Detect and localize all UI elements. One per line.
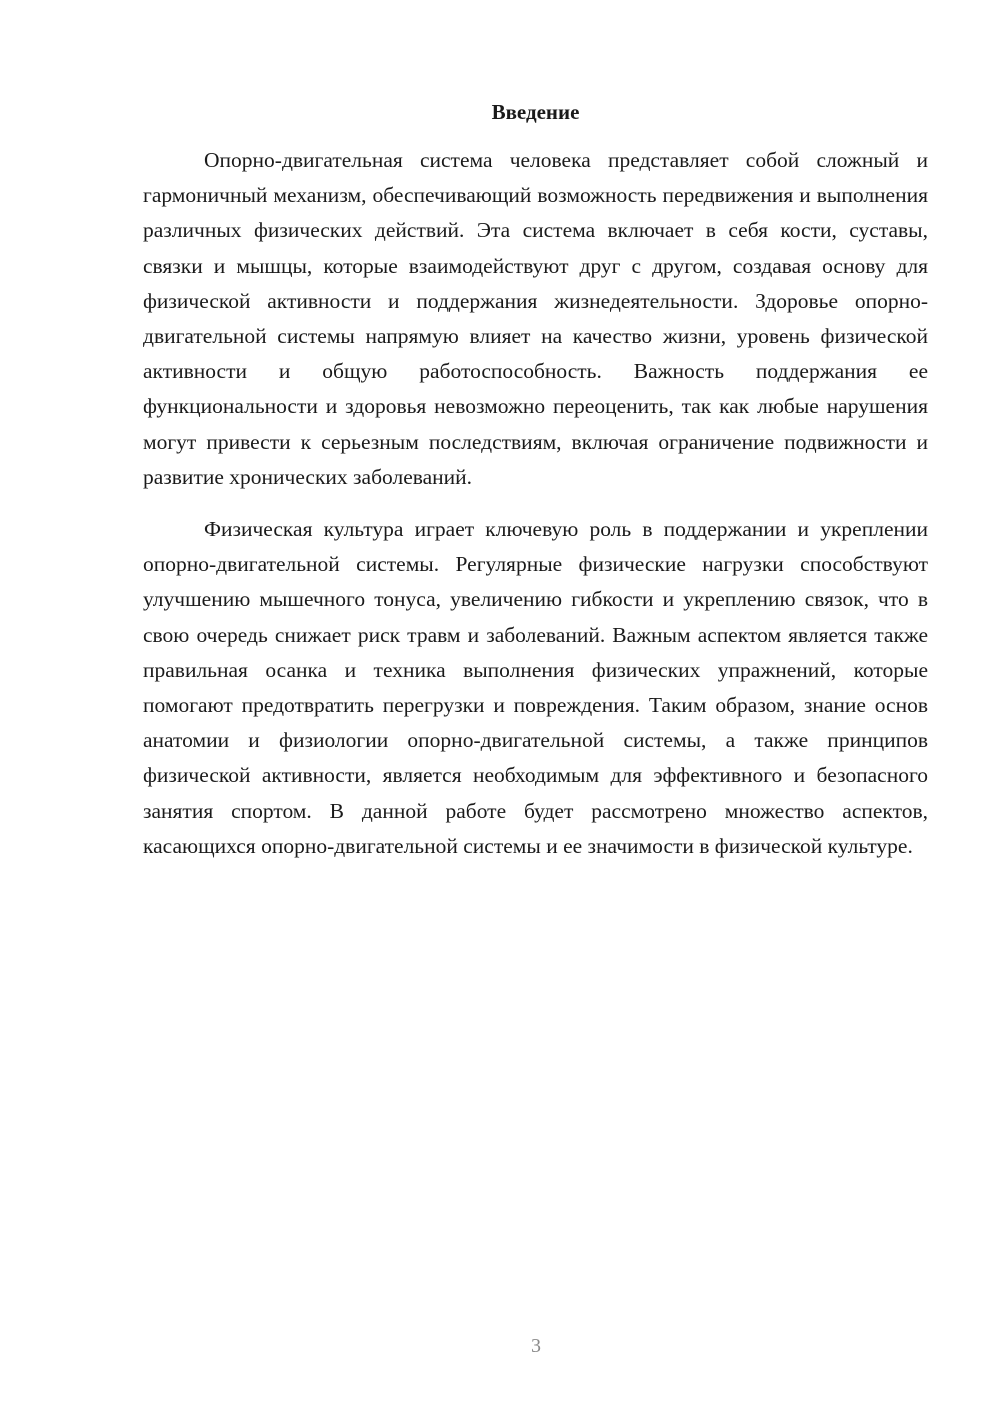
page-number: 3 (531, 1335, 541, 1357)
paragraph-2: Физическая культура играет ключевую роль в поддержании и укреплении опорно-двигательной системы. Регулярные физические нагрузки способствуют улучшению мышечного тонуса, увеличению гибкости и укреплению связок, что в свою очередь снижает риск травм и заболеваний. Важным аспектом является также правильная осанка и техника выполнения физических упражнений, которые помогают предотвратить перегрузки и повреждения. Таким образом, знание основ анатомии и физиологии опорно-двигательной системы, а также принципов физической активности, является необходимым для эффективного и безопасного занятия спортом. В данной работе будет рассмотрено множество аспектов, касающихся опорно-двигательной системы и ее значимости в физической культуре. (143, 517, 928, 858)
section-heading: Введение (491, 100, 580, 124)
paragraph-1: Опорно-двигательная система человека представляет собой сложный и гармоничный механизм, обеспечивающий возможность передвижения и выполнения различных физических действий. Эта система включает в себя кости, суставы, связки и мышцы, которые взаимодействуют друг с другом, создавая основу для физической активности и поддержания жизнедеятельности. Здоровье опорно-двигательной системы напрямую влияет на качество жизни, уровень физической активности и общую работоспособность. Важность поддержания ее функциональности и здоровья невозможно переоценить, так как любые нарушения могут привести к серьезным последствиям, включая ограничение подвижности и развитие хронических заболеваний. (143, 148, 928, 489)
body-text (143, 143, 928, 864)
